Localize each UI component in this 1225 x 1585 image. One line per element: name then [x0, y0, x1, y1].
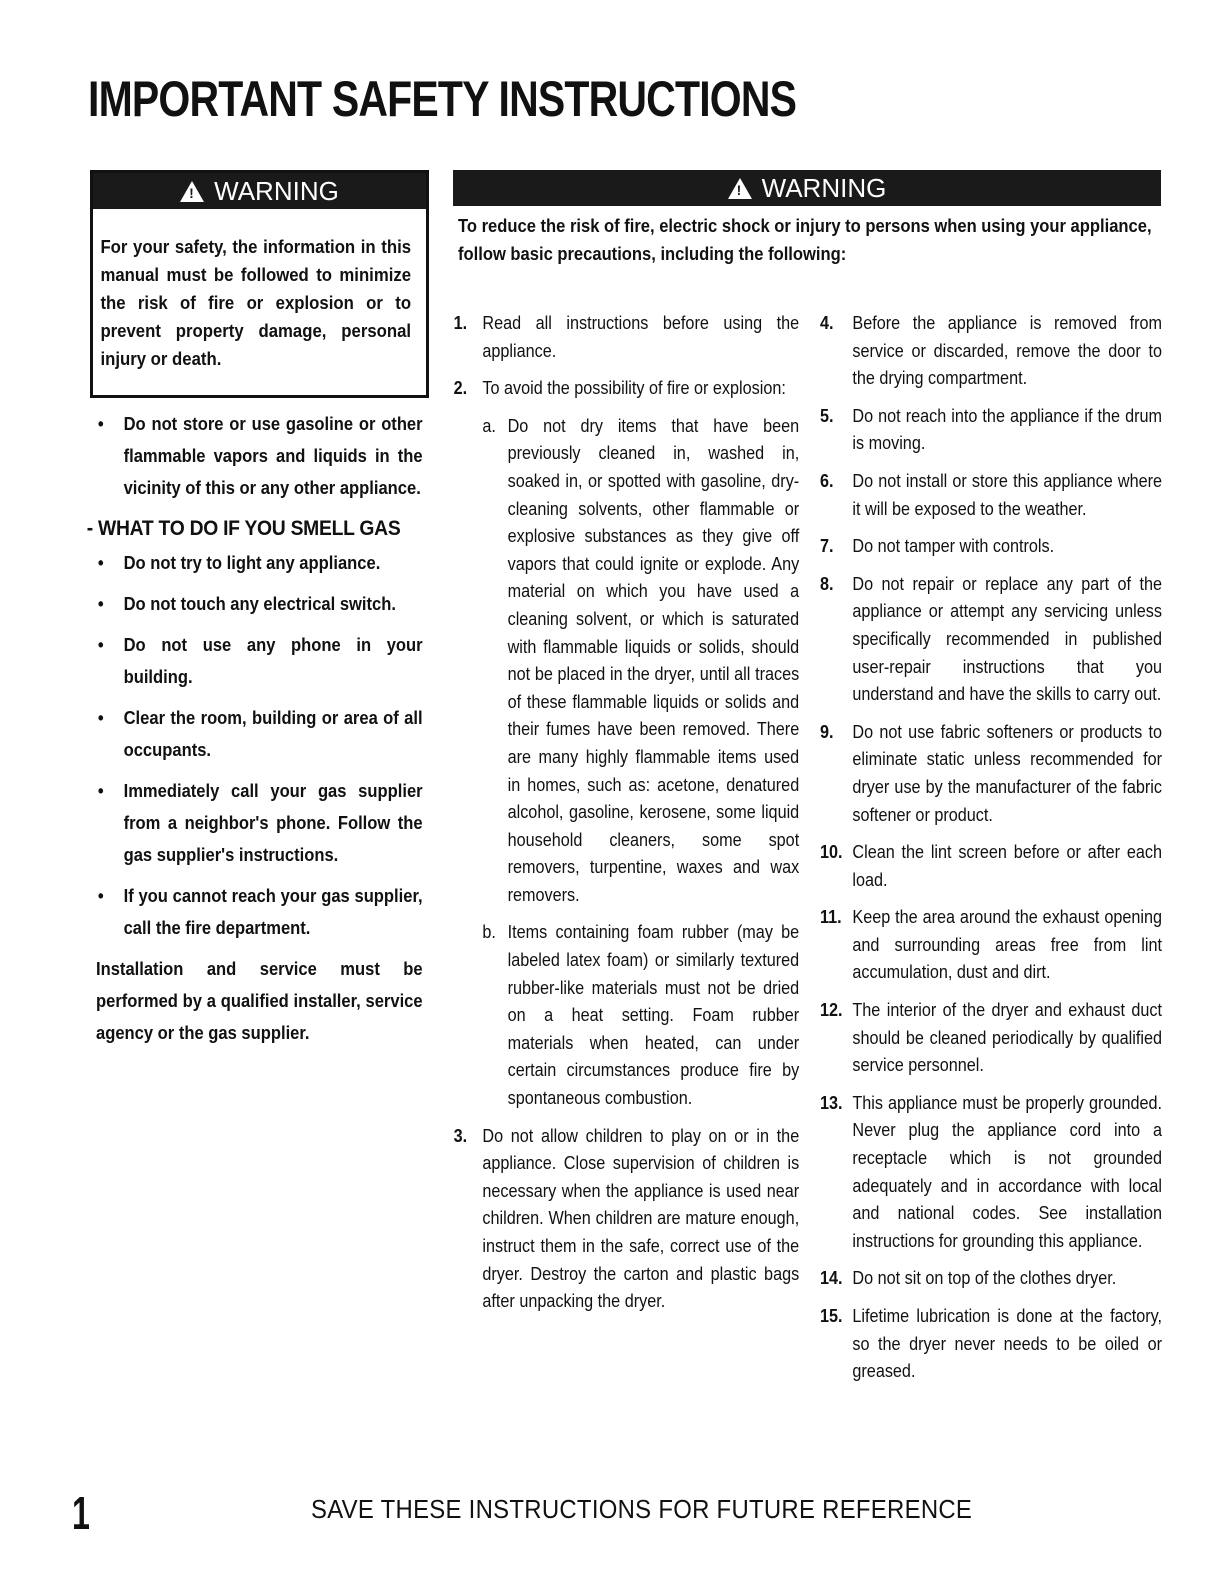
item-number: 11.	[820, 907, 842, 928]
list-item	[820, 310, 1162, 393]
item-number: 9.	[820, 721, 834, 742]
left-warning-text: For your safety, the information in this manual must be followed to minimize the risk of fire or explosion or to prevent property damage, personal injury or death.	[100, 237, 412, 369]
item-number: 12.	[820, 1000, 843, 1021]
item-text: Do not allow children to play on or in the appliance. Close supervision of children is necessary when the appliance is used near children. When children are mature enough, instruct them in the safe, correct use of the dryer. Destroy the carton and plastic bags after unpacking the dryer.	[482, 1125, 800, 1312]
item-text: Keep the area around the exhaust opening and surrounding areas free from lint accumulation, dust and dirt.	[852, 907, 1162, 983]
item-number: 2.	[453, 378, 468, 399]
item-text: Do not repair or replace any part of the appliance or attempt any servicing unless specifically recommended in published user-repair instructions that you understand and have the skills to carry out.	[852, 573, 1162, 705]
right-warning-intro: To reduce the risk of fire, electric shock or injury to persons when using your appliance, follow basic precautions, including the following:	[458, 216, 1152, 264]
sub-item-letter: b.	[482, 922, 496, 943]
warning-triangle-icon: !	[180, 181, 204, 202]
warning-label: WARNING	[214, 175, 339, 206]
list-item	[450, 1123, 799, 1316]
list-item	[820, 1090, 1162, 1256]
item-text: Do not reach into the appliance if the drum is moving.	[852, 405, 1162, 454]
item-text: Clean the lint screen before or after each load.	[852, 842, 1162, 890]
gas-heading: - WHAT TO DO IF YOU SMELL GAS	[86, 517, 401, 540]
page-number: 1	[72, 1487, 90, 1539]
item-text: Read all instructions before using the appliance.	[482, 313, 800, 361]
list-item	[820, 1265, 1162, 1293]
item-text: Do not use fabric softeners or products to eliminate static unless recommended for dryer use by the manufacturer of the fabric softener or product.	[852, 721, 1162, 825]
list-item	[450, 310, 799, 365]
list-item: • Immediately call your gas supplier from a neighbor's phone. Follow the gas supplier's instructions.	[96, 775, 423, 871]
list-item: • Do not store or use gasoline or other flammable vapors and liquids in the vicinity of this or any other appliance.	[96, 408, 423, 504]
warning-triangle-icon: !	[728, 178, 752, 199]
item-number: 7.	[820, 536, 834, 557]
footer-text: SAVE THESE INSTRUCTIONS FOR FUTURE REFERENCE	[311, 1494, 973, 1524]
item-number: 10.	[820, 842, 843, 863]
list-item	[820, 403, 1162, 458]
right-warning-header	[453, 170, 1161, 206]
item-number: 5.	[820, 405, 834, 426]
list-item: • Do not try to light any appliance.	[96, 547, 423, 579]
sub-item-text: Items containing foam rubber (may be labeled latex foam) or similarly textured rubber-like materials must not be dried on a heat setting. Foam rubber materials when heated, can under certain circumstances produce fire by spontaneous combustion.	[507, 922, 800, 1109]
list-item	[820, 1303, 1162, 1386]
list-item	[820, 904, 1162, 987]
left-column	[86, 408, 423, 1049]
middle-column	[450, 310, 799, 1326]
list-item	[820, 719, 1162, 829]
item-text: To avoid the possibility of fire or explosion:	[482, 378, 786, 399]
list-item	[820, 468, 1162, 523]
item-text: Do not install or store this appliance where it will be exposed to the weather.	[852, 470, 1162, 519]
item-text: Before the appliance is removed from service or discarded, remove the door to the drying compartment.	[852, 313, 1162, 389]
item-number: 13.	[820, 1092, 843, 1113]
list-item	[820, 533, 1162, 561]
item-number: 1.	[453, 313, 468, 333]
item-text: This appliance must be properly grounded. Never plug the appliance cord into a receptacle which is not grounded adequately and in accordance with local and national codes. See installation instructions for grounding this appliance.	[852, 1092, 1162, 1251]
install-note: Installation and service must be performed by a qualified installer, service agency or the gas supplier.	[96, 959, 423, 1043]
item-number: 3.	[453, 1125, 468, 1146]
item-number: 15.	[820, 1306, 843, 1326]
list-item	[820, 997, 1162, 1080]
list-item: • Do not use any phone in your building.	[96, 629, 423, 693]
item-text: Do not tamper with controls.	[852, 536, 1055, 557]
warning-label: WARNING	[761, 172, 887, 203]
item-text: Lifetime lubrication is done at the factory, so the dryer never needs to be oiled or greased.	[852, 1306, 1162, 1382]
item-text: Do not sit on top of the clothes dryer.	[852, 1268, 1117, 1289]
item-number: 6.	[820, 470, 834, 491]
list-item: • Clear the room, building or area of all occupants.	[96, 702, 423, 766]
sub-item-text: Do not dry items that have been previously cleaned in, washed in, soaked in, or spotted with gasoline, dry-cleaning solvents, other flammable or explosive substances as they give off vapors that could ignite or explode. Any material on which you have used a cleaning solvent, or which is saturated with flammable liquids or solids, should not be placed in the dryer, until all traces of these flammable liquids or solids and their fumes have been removed. There are many highly flammable items used in homes, such as: acetone, denatured alcohol, gasoline, kerosene, some liquid household cleaners, some spot removers, turpentine, waxes and wax removers.	[507, 415, 800, 905]
list-item: • Do not touch any electrical switch.	[96, 588, 423, 620]
item-number: 14.	[820, 1268, 843, 1289]
left-warning-box	[90, 170, 429, 398]
sub-item-letter: a.	[482, 415, 496, 436]
item-number: 8.	[820, 573, 834, 594]
list-item	[820, 839, 1162, 894]
item-text: The interior of the dryer and exhaust duct should be cleaned periodically by qualified service personnel.	[852, 1000, 1162, 1076]
left-warning-header	[93, 173, 426, 209]
right-column	[820, 310, 1162, 1396]
page-title: IMPORTANT SAFETY INSTRUCTIONS	[88, 71, 797, 127]
sub-item	[482, 413, 799, 910]
list-item	[450, 375, 799, 1112]
list-item: • If you cannot reach your gas supplier, call the fire department.	[96, 880, 423, 944]
list-item	[820, 571, 1162, 709]
sub-item	[482, 919, 799, 1112]
item-number: 4.	[820, 313, 834, 333]
